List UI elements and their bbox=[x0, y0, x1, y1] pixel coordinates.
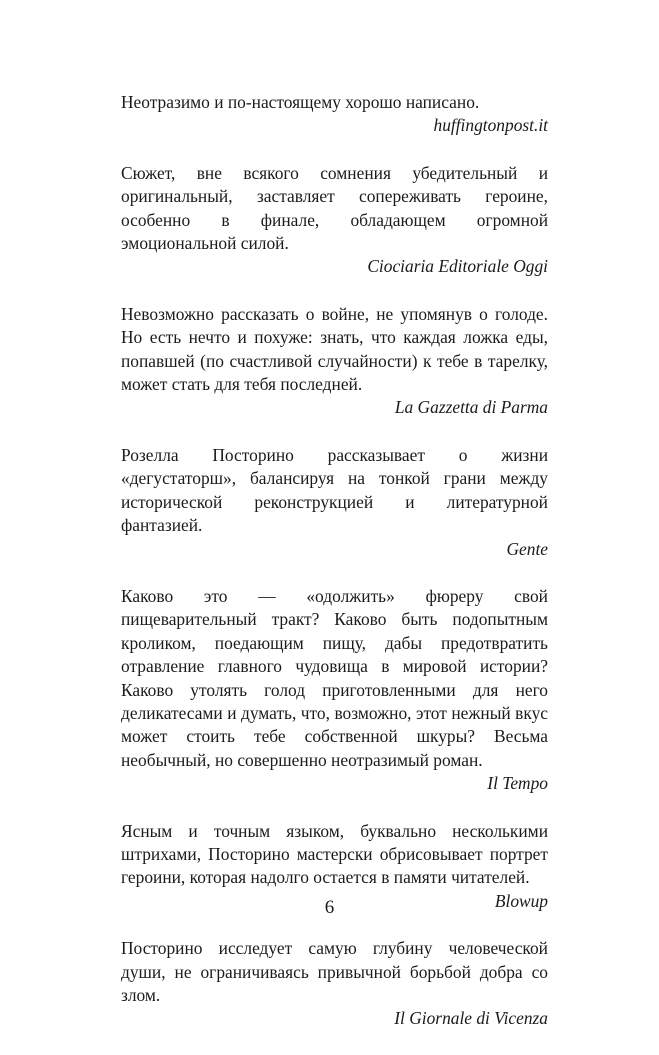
review-source: Blowup bbox=[494, 890, 548, 911]
review-text: Невозможно рассказать о войне, не упомянув о голоде. Но есть нечто и похуже: знать, что каждая ложка еды, попавшей (по счастливой случайности) к тебе в тарелку, может стать для тебя последней. bbox=[121, 303, 548, 395]
review-text: Ясным и точным языком, буквально несколькими штрихами, Посторино мастерски обрисовывает портрет героини, которая надолго остается в памяти читателей. bbox=[121, 820, 548, 888]
review-huffingtonpost bbox=[121, 91, 548, 138]
review-il-tempo bbox=[121, 585, 548, 796]
review-gazzetta-di-parma bbox=[121, 303, 548, 420]
review-ciociaria bbox=[121, 162, 548, 279]
review-text: Каково это — «одолжить» фюреру свой пищеварительный тракт? Каково быть подопытным кроликом, поедающим пищу, дабы предотвратить отравление главного чудовища в мировой истории? Каково утолять голод приготовленными для него деликатесами и думать, что, возможно, этот нежный вкус может стоить тебе собственной шкуры? Весьма необычный, но совершенно неотразимый роман. bbox=[121, 585, 548, 770]
review-source: Gente bbox=[506, 538, 548, 559]
review-text: Неотразимо и по-настоящему хорошо написано. bbox=[121, 92, 480, 112]
review-source: Ciociaria Editoriale Oggi bbox=[367, 256, 548, 277]
review-text: Посторино исследует самую глубину человеческой души, не ограничиваясь привычной борьбой добра со злом. bbox=[121, 938, 548, 1005]
review-giornale-di-vicenza bbox=[121, 937, 548, 1031]
review-source: Il Tempo bbox=[487, 773, 548, 794]
review-source: Il Giornale di Vicenza bbox=[394, 1008, 548, 1029]
review-gente bbox=[121, 444, 548, 561]
review-text: Розелла Посторино рассказывает о жизни «дегустаторш», балансируя на тонкой грани между исторической реконструкцией и литературной фантазией. bbox=[121, 444, 548, 536]
review-text: Сюжет, вне всякого сомнения убедительный и оригинальный, заставляет сопереживать героине, особенно в финале, обладающем огромной эмоциональной силой. bbox=[121, 162, 548, 254]
page-number: 6 bbox=[324, 897, 335, 918]
review-source: La Gazzetta di Parma bbox=[394, 397, 548, 418]
review-source: huffingtonpost.it bbox=[433, 115, 548, 136]
